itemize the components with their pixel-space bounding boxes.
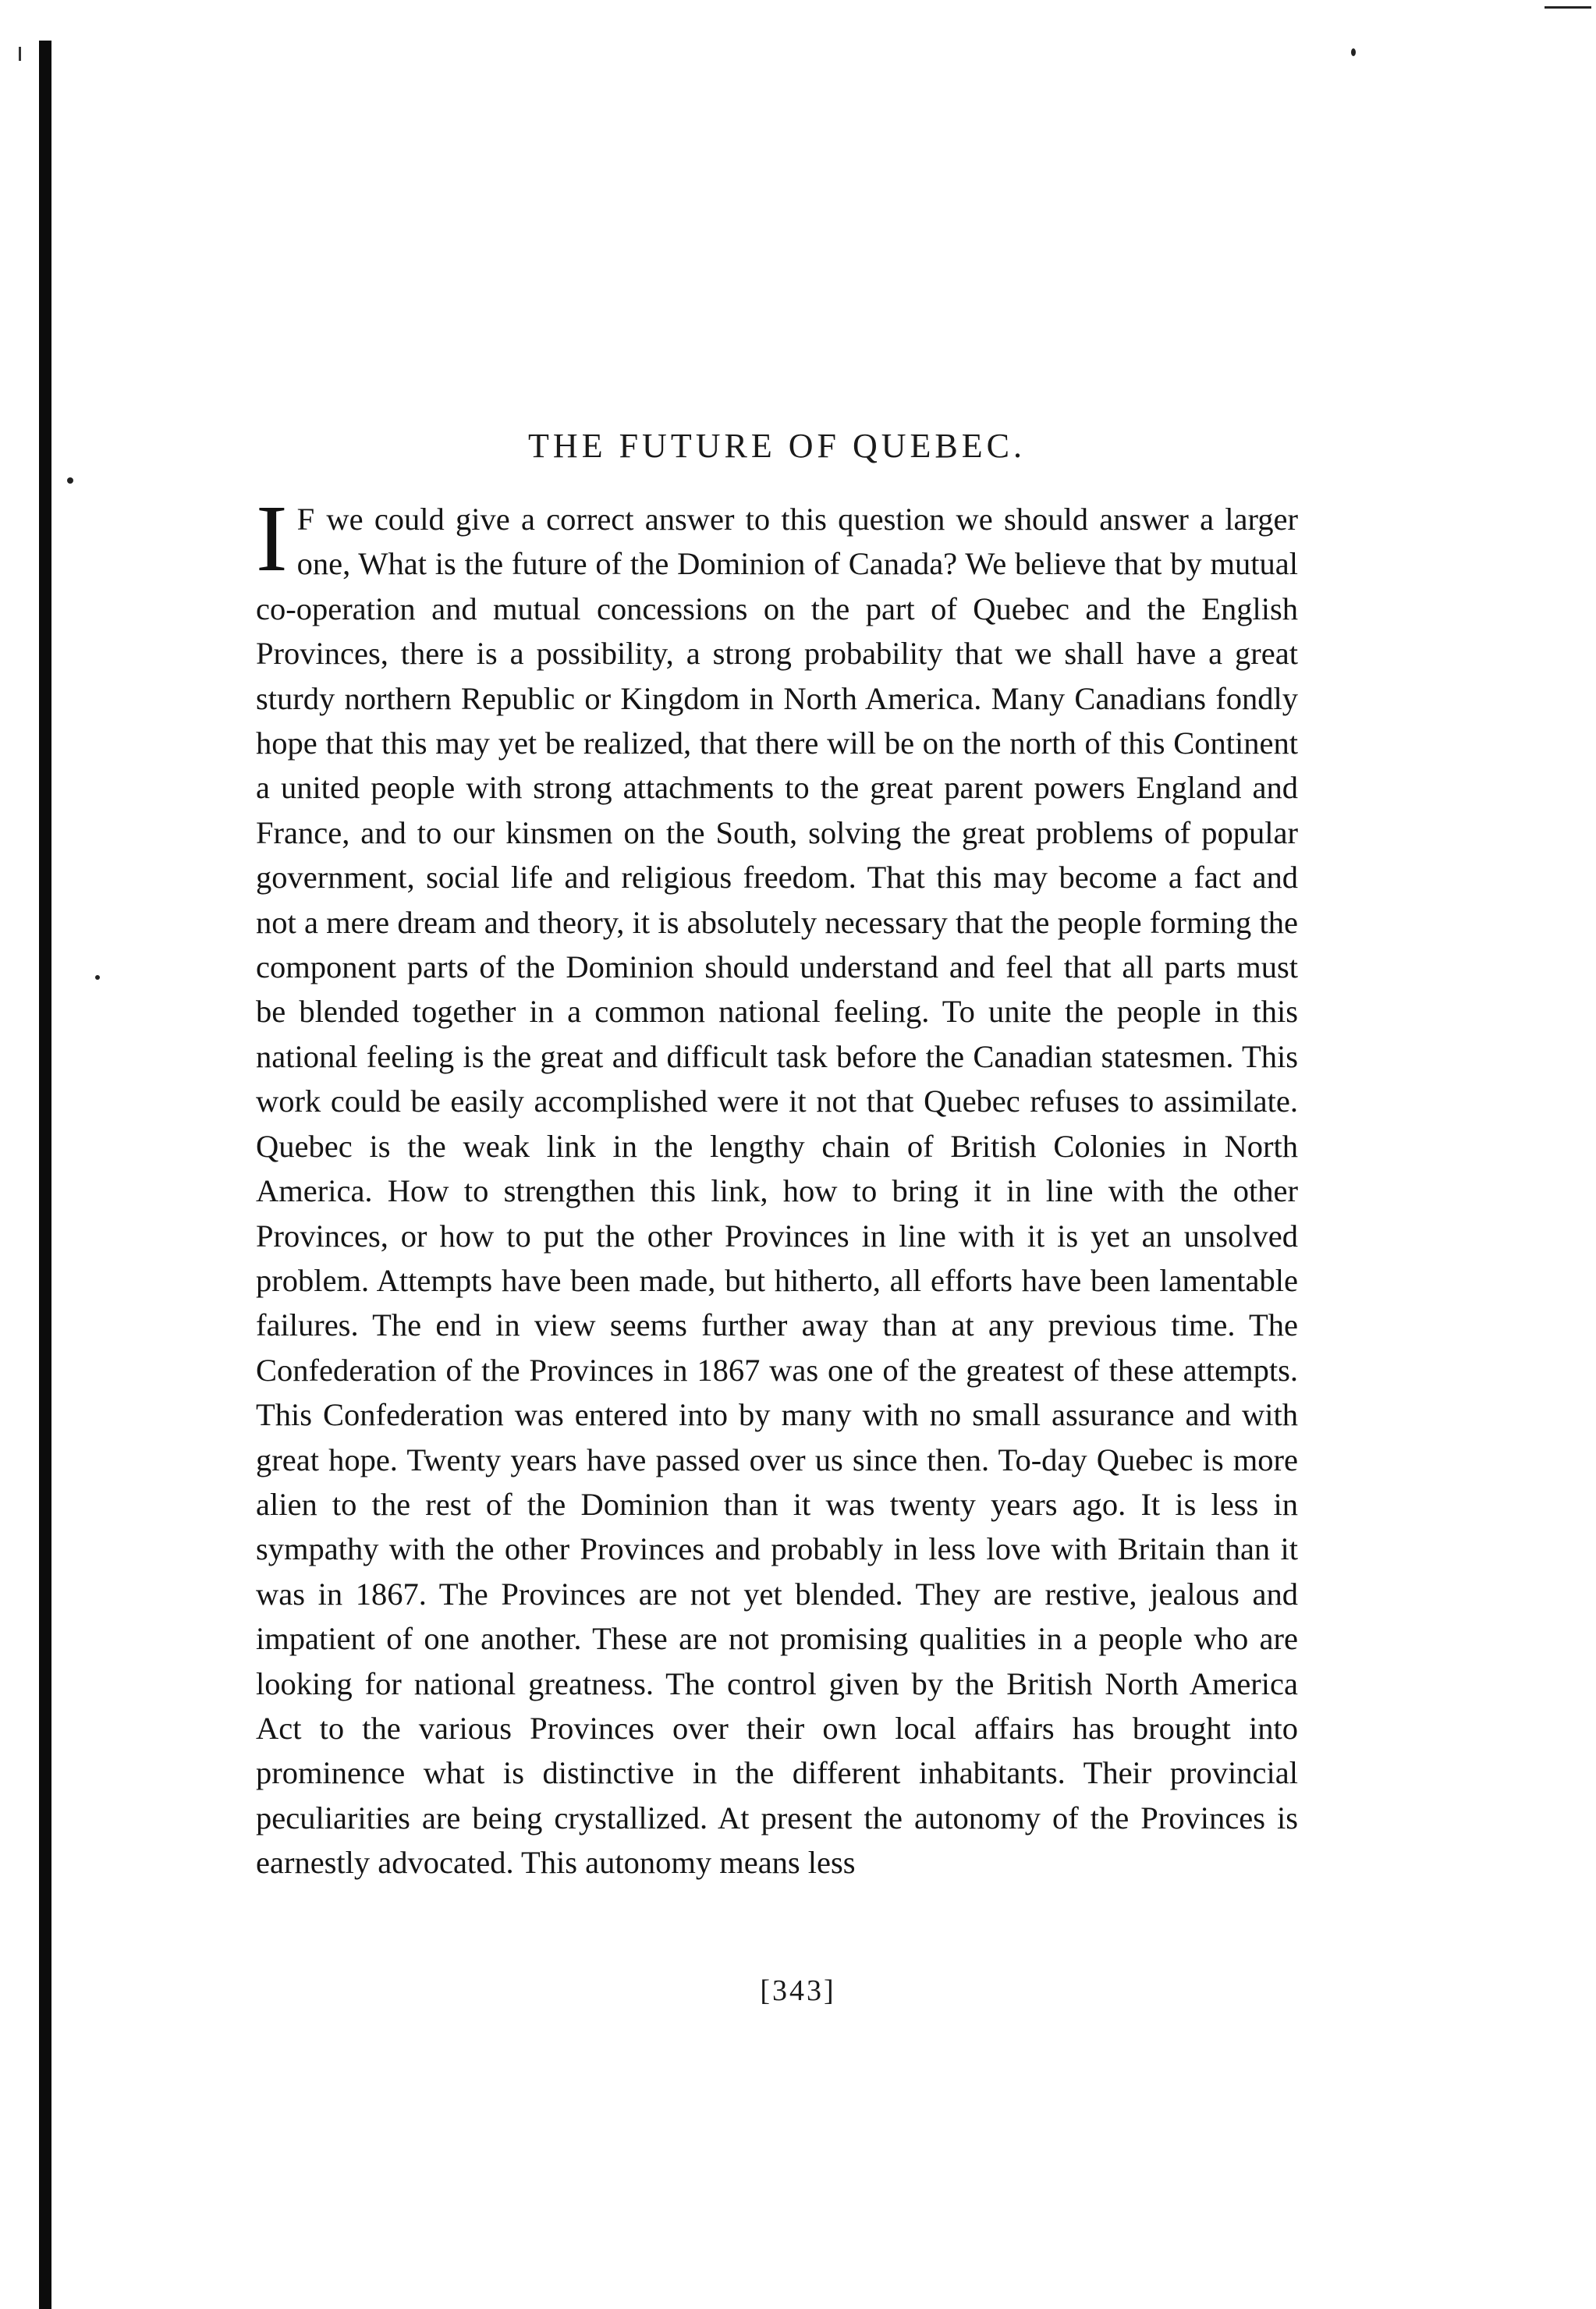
lead-letter: F bbox=[296, 502, 316, 537]
scan-speck bbox=[1351, 48, 1356, 56]
binding-edge-shadow bbox=[39, 41, 51, 2309]
article-title: THE FUTURE OF QUEBEC. bbox=[528, 427, 1026, 465]
corner-rule bbox=[1545, 6, 1591, 9]
article-page bbox=[256, 426, 1298, 1885]
article-body-text: we could give a correct answer to this question we should answer a larger one, What is the future of the Dominion of Canada? We believe that by mutual co-operation and mutual concessions on the part of Quebec and the English Provinces, there is a possibility, a strong probability that we shall have a great sturdy northern Republic or Kingdom in North America. Many Canadians fondly hope that this may yet be realized, that there will be on the north of this Continent a united people with strong attachments to the great parent powers England and France, and to our kinsmen on the South, solving the great problems of popular government, social life and religious freedom. That this may become a fact and not a mere dream and theory, it is absolutely necessary that the people forming the component parts of the Dominion should understand and feel that all parts must be blended together in a common national feeling. To unite the people in this national feeling is the great and difficult task before the Canadian statesmen. This work could be easily accomplished were it not that Quebec refuses to assimilate. Quebec is the weak link in the lengthy chain of British Colonies in North America. How to strengthen this link, how to bring it in line with the other Provinces, or how to put the other Provinces in line with it is yet an unsolved problem. Attempts have been made, but hitherto, all efforts have been lamentable failures. The end in view seems further away than at any previous time. The Confederation of the Provinces in 1867 was one of the greatest of these attempts. This Confederation was entered into by many with no small assurance and with great hope. Twenty years have passed over us since then. To-day Quebec is more alien to the rest of the Dominion than it was twenty years ago. It is less in sympathy with the other Provinces and probably in less love with Britain than it was in 1867. The Provinces are not yet blended. They are restive, jealous and impatient of one another. These are not promising qualities in a people who are looking for national greatness. The control given by the British North America Act to the various Provinces over their own local affairs has brought into prominence what is distinctive in the different inhabitants. Their provincial peculiarities are being crystallized. At present the autonomy of the Provinces is earnestly advocated. This autonomy means less bbox=[256, 502, 1298, 1881]
scan-speck bbox=[67, 477, 73, 484]
scan-speck bbox=[95, 975, 100, 980]
page-number: [343] bbox=[760, 1974, 836, 2007]
drop-cap: I bbox=[256, 486, 288, 591]
binding-mark bbox=[19, 47, 21, 61]
article-body bbox=[256, 486, 1298, 1885]
